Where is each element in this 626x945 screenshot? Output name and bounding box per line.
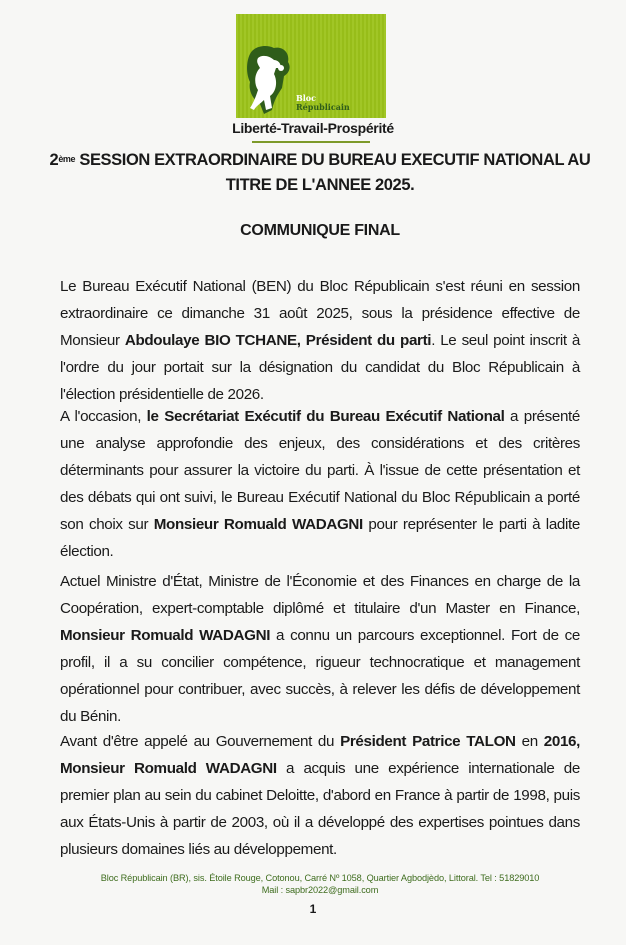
text: a présenté une analyse approfondie des enjeux, des considérations et des critères déterminants pour assurer la victoire du parti. À l'issue de cette présentation et des débats qui ont suivi, le Bureau Exécutif National du Bloc Républicain a porté son choix sur (60, 408, 581, 534)
bold-text: Monsieur Romuald WADAGNI (60, 627, 271, 645)
party-slogan: Liberté-Travail-Prospérité (232, 120, 394, 136)
text: A l'occasion, (60, 408, 147, 426)
horse-on-map-icon (244, 44, 296, 118)
bold-text: 2016, Monsieur Romuald WADAGNI (60, 733, 581, 778)
text: a connu un parcours exceptionnel. Fort de ce profil, il a su concilier compétence, rigueur technocratique et management opérationnel pour contribuer, avec succès, à relever les défis de développement du Bénin. (60, 627, 580, 726)
title-ordinal-suffix: ème (58, 154, 76, 164)
footer (40, 872, 600, 896)
bold-text: le Secrétariat Exécutif du Bureau Exécutif National (146, 408, 505, 426)
document-subtitle: COMMUNIQUE FINAL (240, 222, 400, 239)
bold-text: Abdoulaye BIO TCHANE, Président du parti (124, 332, 432, 350)
slogan-underline (252, 141, 370, 143)
paragraph (60, 273, 580, 408)
text: Le Bureau Exécutif National (BEN) du Bloc Républicain s'est réuni en session extraordinaire ce dimanche 31 août 2025, sous la présidence effective de Monsieur (60, 278, 580, 350)
footer-mail: Mail : sapbr2022@gmail.com (261, 885, 379, 895)
bold-text: Président Patrice TALON (340, 733, 516, 751)
text: a acquis une expérience internationale de premier plan au sein du cabinet Deloitte, d'abord en France à partir de 1998, puis aux États-Unis à partir de 2003, où il a développé des expertises pointues dans plusieurs domaines liés au développement. (60, 760, 580, 859)
paragraph (60, 403, 580, 565)
text: Avant d'être appelé au Gouvernement du (60, 733, 341, 751)
text: pour représenter le parti à ladite élection. (60, 516, 580, 561)
logo-text-republicain: Républicain (296, 102, 350, 112)
text: en (515, 733, 544, 751)
page-number: 1 (309, 902, 317, 916)
title-line-2: TITRE DE L'ANNEE 2025. (225, 176, 415, 194)
title-ordinal-number: 2 (49, 151, 59, 169)
paragraph (60, 568, 580, 730)
title-line-1: SESSION EXTRAORDINAIRE DU BUREAU EXECUTIF NATIONAL AU (75, 151, 591, 169)
logo-text-bloc: Bloc (296, 93, 317, 103)
document-title (40, 148, 600, 198)
text: . Le seul point inscrit à l'ordre du jour portait sur la désignation du candidat du Bloc Républicain à l'élection présidentielle de 2026. (60, 332, 580, 404)
text: Actuel Ministre d'État, Ministre de l'Économie et des Finances en charge de la Coopération, expert-comptable diplômé et titulaire d'un Master en Finance, (60, 573, 580, 618)
bold-text: Monsieur Romuald WADAGNI (153, 516, 363, 534)
paragraph (60, 728, 580, 863)
party-logo (236, 14, 386, 118)
footer-address: Bloc Républicain (BR), sis. Étoile Rouge, Cotonou, Carré Nº 1058, Quartier Agbodjèdo, Littoral. Tel : 51829010 (100, 873, 540, 883)
